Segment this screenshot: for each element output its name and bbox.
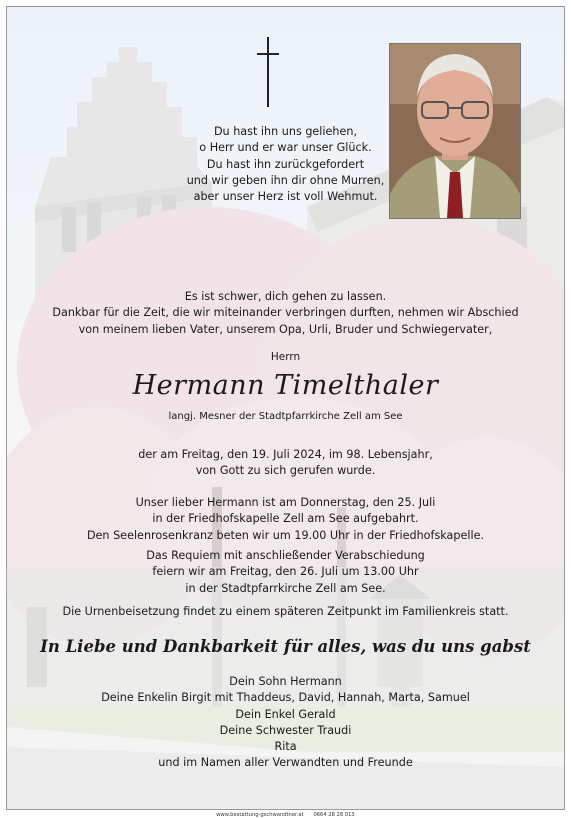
viewing-line: Den Seelenrosenkranz beten wir um 19.00 Uhr in der Friedhofskapelle. [86,528,485,542]
viewing-line: in der Friedhofskapelle Zell am See aufgebahrt. [152,512,419,526]
verse-line: Du hast ihn uns geliehen, [213,125,358,138]
verse-line: o Herr und er war unser Glück. [199,141,372,155]
viewing-details [7,495,564,544]
farewell-intro [7,289,564,338]
verse-line: aber unser Herz ist voll Wehmut. [193,190,378,204]
intro-line: Es ist schwer, dich gehen zu lassen. [184,290,387,303]
death-notice [7,447,564,480]
cross-icon [257,37,279,107]
deceased-role: langj. Mesner der Stadtpfarrkirche Zell am See [168,411,403,422]
intro-line: Dankbar für die Zeit, die wir miteinander verbringen durften, nehmen wir Abschied [52,306,519,320]
verse-line: Du hast ihn zurückgefordert [206,157,365,171]
verse-line: und wir geben ihn dir ohne Murren, [186,173,385,187]
requiem-details [7,548,564,597]
requiem-line: feiern wir am Freitag, den 26. Juli um 13.00 Uhr [152,565,419,579]
mourner-line: Dein Enkel Gerald [235,707,336,721]
mourner-line: Deine Schwester Traudi [219,723,352,737]
mourners-list [7,674,564,772]
motto: In Liebe und Dankbarkeit für alles, was du uns gabst [40,637,531,656]
viewing-line: Unser lieber Hermann ist am Donnerstag, den 25. Juli [135,496,436,509]
intro-line: von meinem lieben Vater, unserem Opa, Urli, Bruder und Schwiegervater, [78,322,493,336]
requiem-line: Das Requiem mit anschließender Verabschiedung [146,549,425,562]
mourner-line: Dein Sohn Hermann [229,675,342,688]
requiem-line: in der Stadtpfarrkirche Zell am See. [185,581,386,595]
death-line: von Gott zu sich gerufen wurde. [195,464,376,478]
mourner-line: und im Namen aller Verwandten und Freunde [158,756,413,770]
mourner-line: Deine Enkelin Birgit mit Thaddeus, David, Hannah, Marta, Samuel [101,691,470,705]
obituary-card [6,6,565,810]
funeral-home-footer: www.bestattung-gschwandtner.at 0664 28 28 013 [216,812,355,818]
death-line: der am Freitag, den 19. Juli 2024, im 98. Lebensjahr, [138,448,433,461]
deceased-name: Hermann Timelthaler [132,370,439,401]
urn-burial-note: Die Urnenbeisetzung findet zu einem späteren Zeitpunkt im Familienkreis statt. [62,605,509,618]
verse [7,124,564,205]
salutation: Herrn [270,351,301,363]
mourner-line: Rita [274,740,297,754]
